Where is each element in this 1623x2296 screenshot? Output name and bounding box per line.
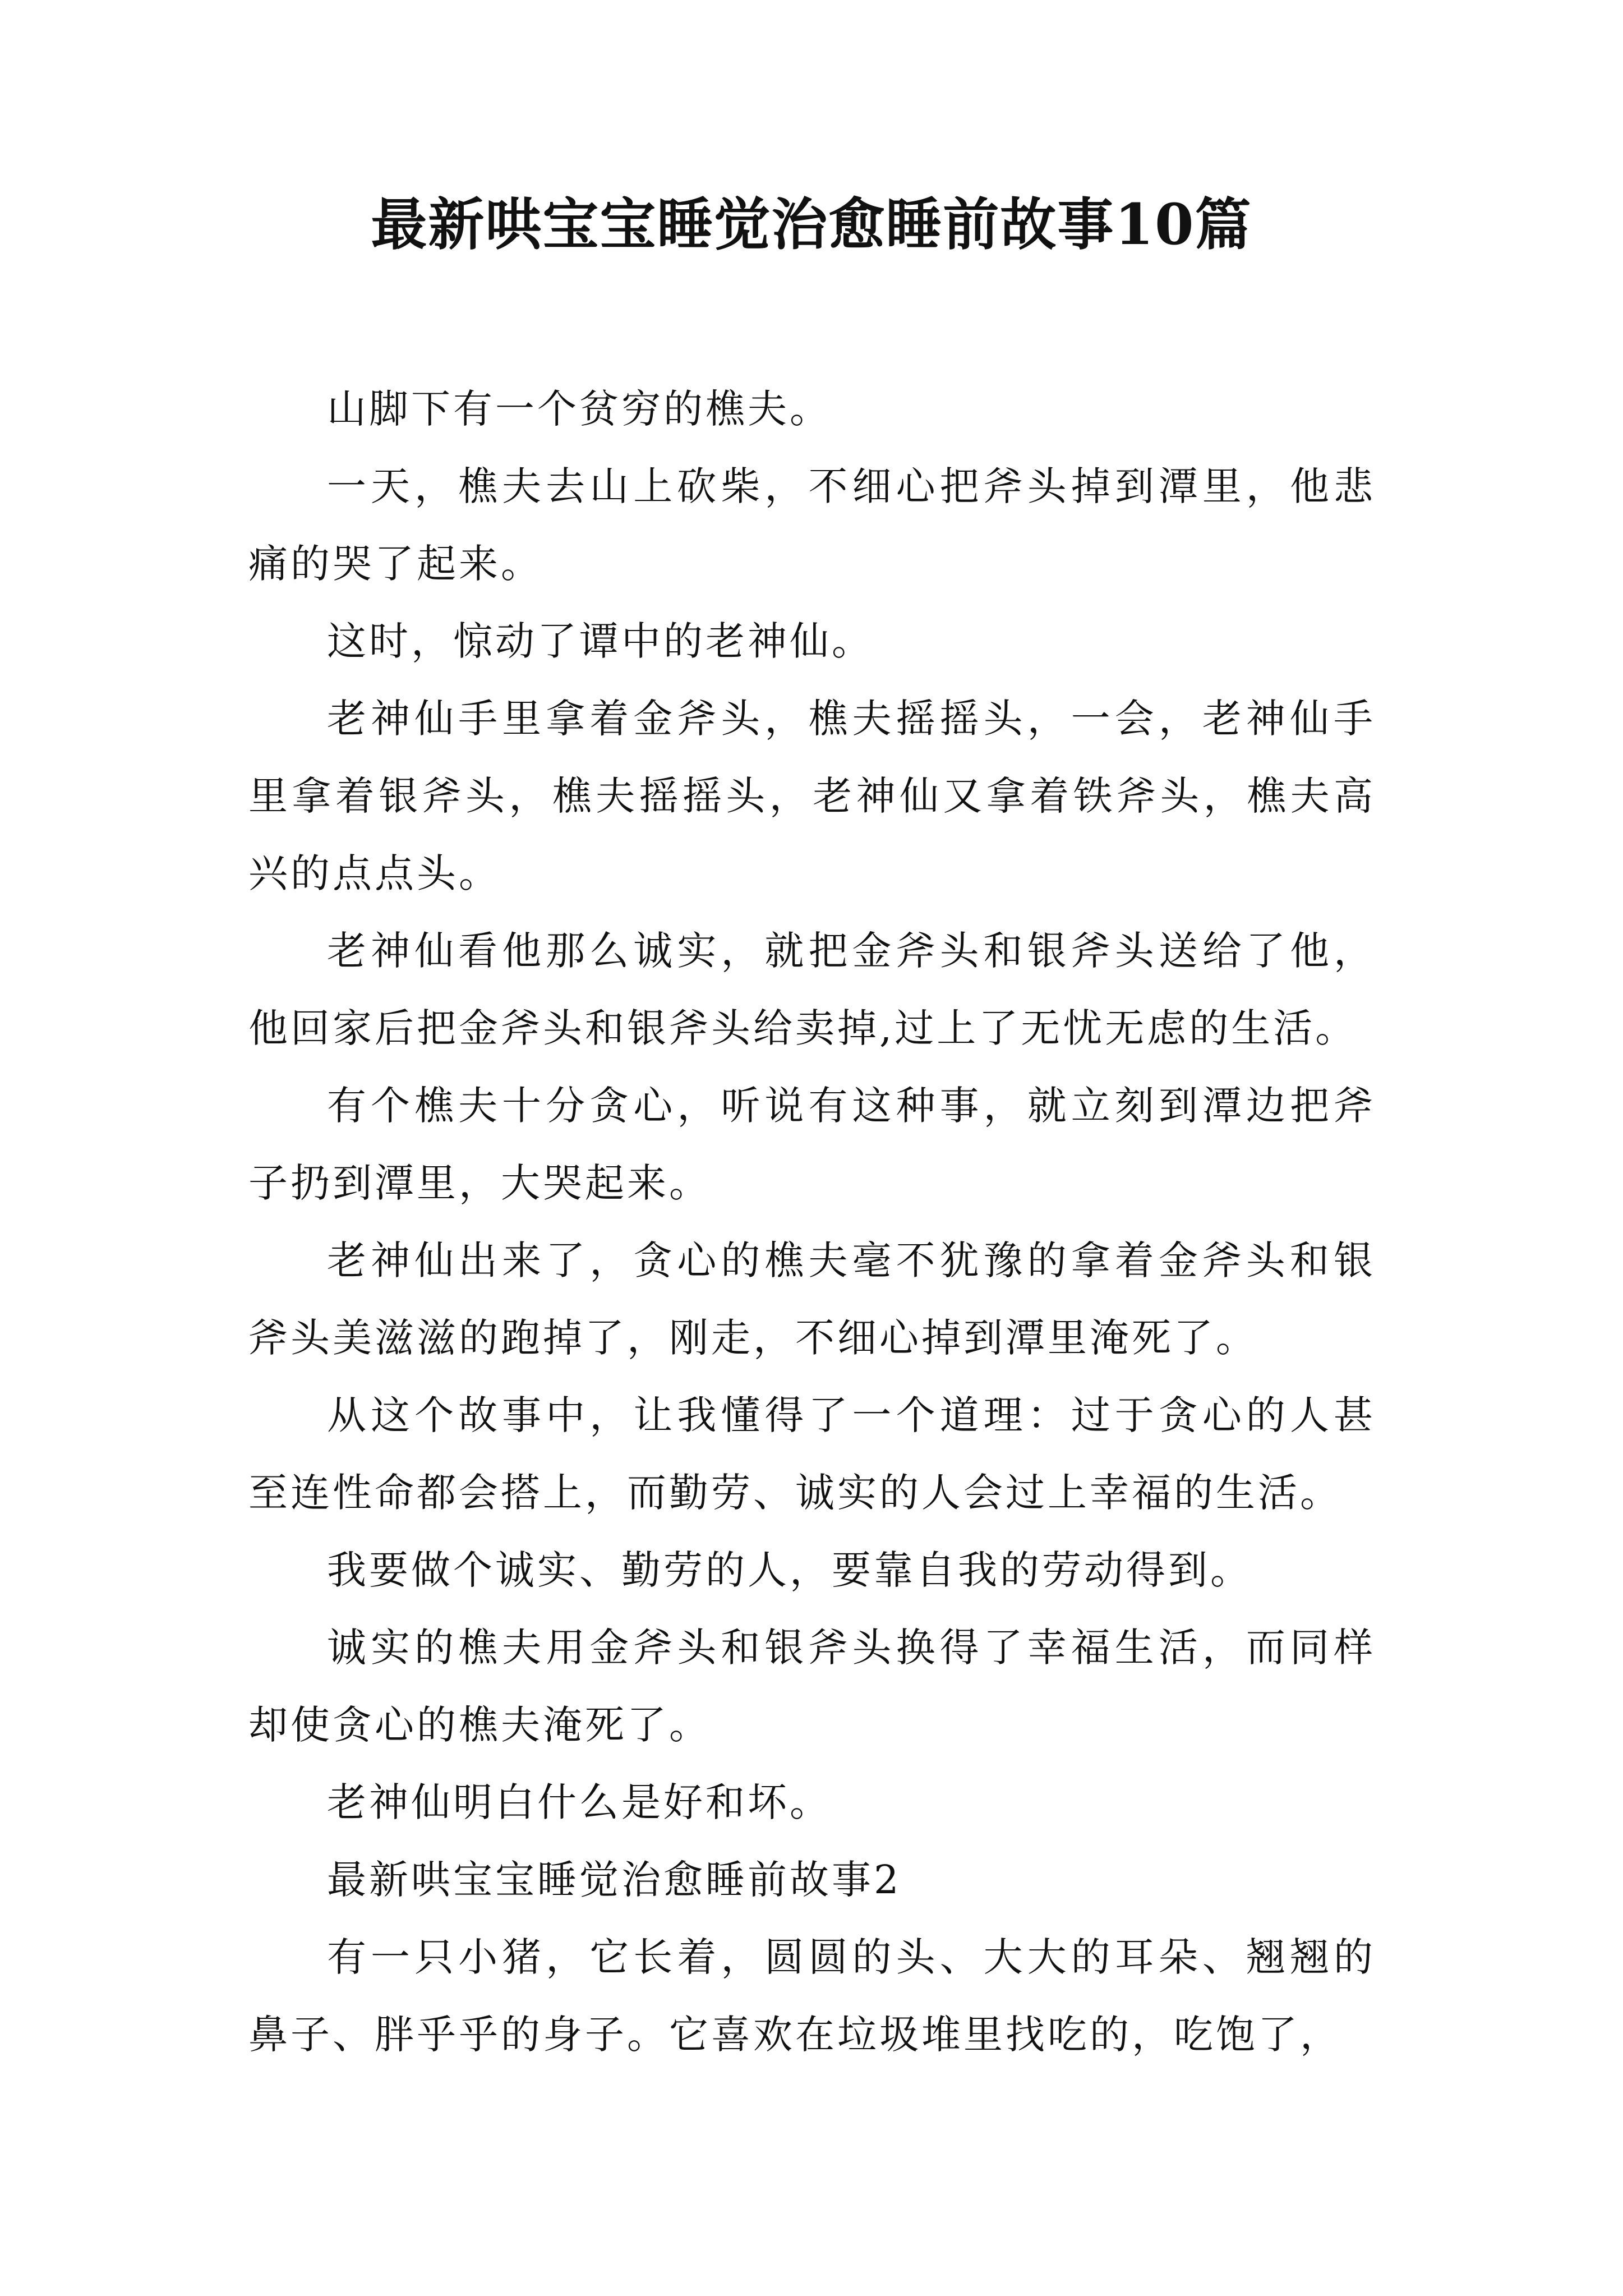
paragraph: 山脚下有一个贫穷的樵夫。 xyxy=(327,386,832,432)
paragraph: 老神仙明白什么是好和坏。 xyxy=(327,1779,832,1825)
paragraph: 我要做个诚实、勤劳的人，要靠自我的劳动得到。 xyxy=(327,1547,1252,1593)
section-heading: 最新哄宝宝睡觉治愈睡前故事2 xyxy=(327,1857,902,1903)
paragraph: 这时，惊动了谭中的老神仙。 xyxy=(327,618,874,664)
document-title: 最新哄宝宝睡觉治愈睡前故事10篇 xyxy=(371,191,1252,257)
paragraph: 从这个故事中，让我懂得了一个道理：过于贪心的人甚至连性命都会搭上，而勤劳、诚实的人会过上幸福的生活。 xyxy=(248,1392,1376,1516)
document-body xyxy=(248,370,1376,2073)
paragraph: 有一只小猪，它长着，圆圆的头、大大的耳朵、翘翘的鼻子、胖乎乎的身子。它喜欢在垃圾堆里找吃的，吃饱了， xyxy=(248,1934,1376,2058)
paragraph: 老神仙出来了，贪心的樵夫毫不犹豫的拿着金斧头和银斧头美滋滋的跑掉了，刚走，不细心掉到潭里淹死了。 xyxy=(248,1237,1376,1361)
paragraph: 老神仙看他那么诚实，就把金斧头和银斧头送给了他，他回家后把金斧头和银斧头给卖掉,过上了无忧无虑的生活。 xyxy=(248,928,1376,1051)
paragraph: 有个樵夫十分贪心，听说有这种事，就立刻到潭边把斧子扔到潭里，大哭起来。 xyxy=(248,1083,1376,1206)
paragraph: 诚实的樵夫用金斧头和银斧头换得了幸福生活，而同样却使贪心的樵夫淹死了。 xyxy=(248,1625,1376,1748)
paragraph: 老神仙手里拿着金斧头，樵夫摇摇头，一会，老神仙手里拿着银斧头，樵夫摇摇头，老神仙又拿着铁斧头，樵夫高兴的点点头。 xyxy=(248,696,1376,896)
paragraph: 一天，樵夫去山上砍柴，不细心把斧头掉到潭里，他悲痛的哭了起来。 xyxy=(248,463,1376,587)
